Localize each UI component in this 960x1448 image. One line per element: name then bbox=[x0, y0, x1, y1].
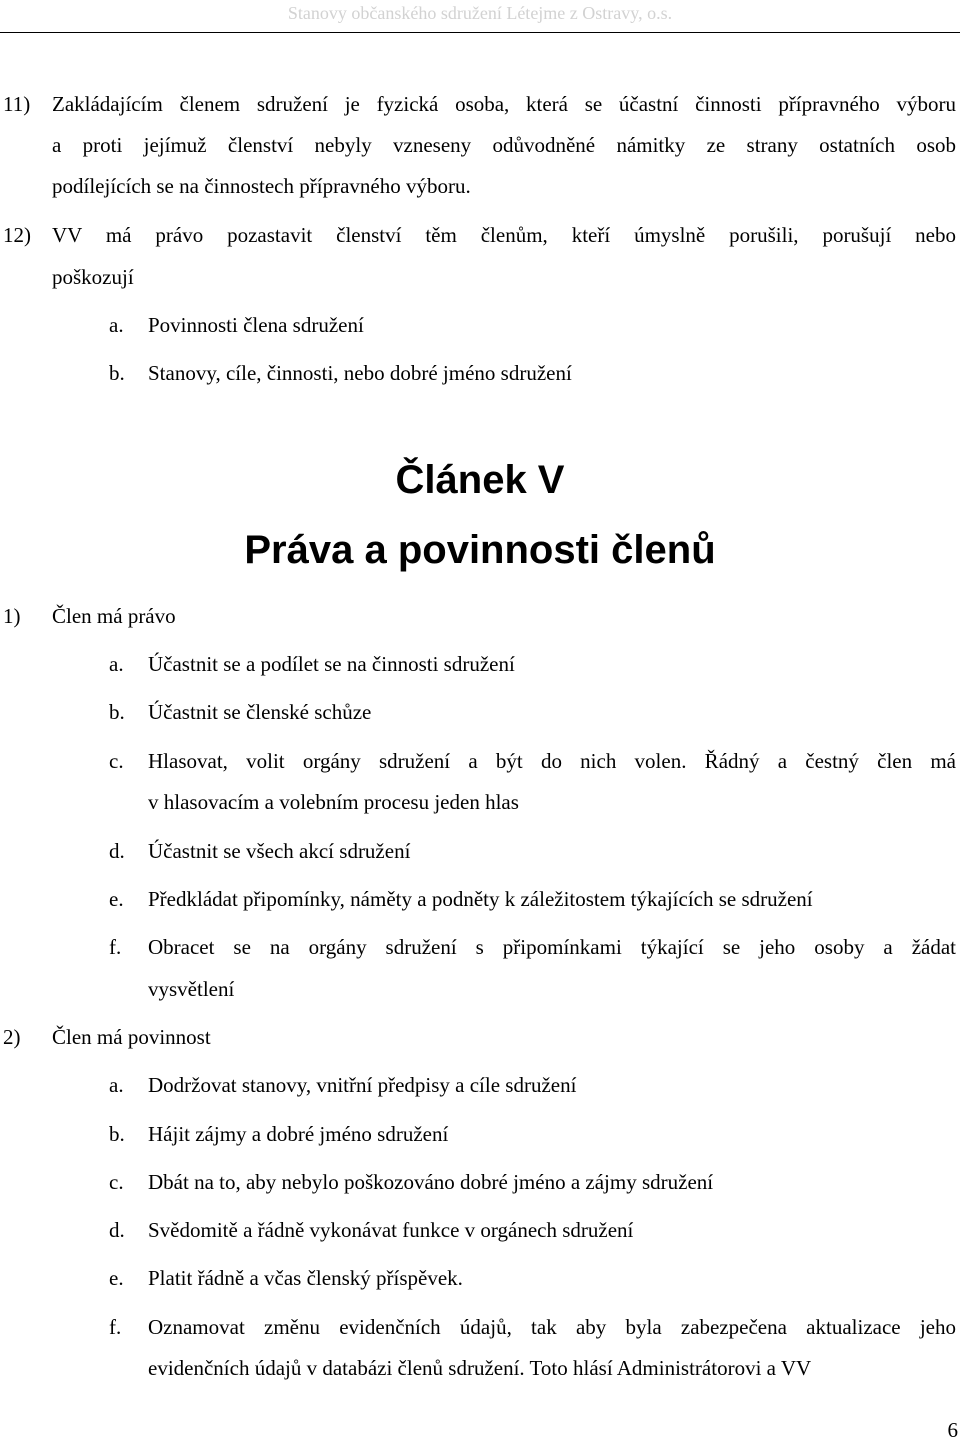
list-item-text: v hlasovacím a volebním procesu jeden hlas bbox=[148, 790, 519, 814]
list-item-text: Stanovy, cíle, činnosti, nebo dobré jméno sdružení bbox=[148, 361, 572, 385]
list-item-letter: a. bbox=[109, 652, 124, 676]
list-item-letter: c. bbox=[109, 749, 124, 773]
article-title: Článek V bbox=[395, 458, 565, 502]
list-item-letter: c. bbox=[109, 1170, 124, 1194]
paragraph-line: podílejících se na činnostech přípravného výboru. bbox=[52, 174, 471, 198]
list-item-letter: a. bbox=[109, 313, 124, 337]
list-item-text: Účastnit se členské schůze bbox=[148, 700, 372, 724]
list-item-text: Účastnit se všech akcí sdružení bbox=[148, 839, 411, 863]
list-item-letter: d. bbox=[109, 839, 125, 863]
paragraph-line: poškozují bbox=[52, 265, 134, 289]
list-item-letter: b. bbox=[109, 700, 125, 724]
list-item-text: Obracet se na orgány sdružení s připomínkami týkající se jeho osoby a žádat bbox=[148, 935, 956, 959]
section-label: Člen má povinnost bbox=[52, 1025, 211, 1049]
item-number: 12) bbox=[3, 223, 31, 247]
list-item-text: vysvětlení bbox=[148, 977, 235, 1001]
list-item-text: Dbát na to, aby nebylo poškozováno dobré jméno a zájmy sdružení bbox=[148, 1170, 714, 1194]
list-item-letter: b. bbox=[109, 361, 125, 385]
list-item-text: Předkládat připomínky, náměty a podněty k záležitostem týkajících se sdružení bbox=[148, 887, 813, 911]
list-item-text: Povinnosti člena sdružení bbox=[148, 313, 364, 337]
list-item-text: Hájit zájmy a dobré jméno sdružení bbox=[148, 1122, 449, 1146]
section-label: Člen má právo bbox=[52, 604, 176, 628]
paragraph-line: Zakládajícím členem sdružení je fyzická osoba, která se účastní činnosti přípravného výboru bbox=[52, 92, 956, 116]
list-item-text: Hlasovat, volit orgány sdružení a být do nich volen. Řádný a čestný člen má bbox=[148, 749, 956, 773]
list-item-letter: b. bbox=[109, 1122, 125, 1146]
list-item-letter: e. bbox=[109, 1266, 124, 1290]
paragraph-line: a proti jejímuž členství nebyly vzneseny odůvodněné námitky ze strany ostatních osob bbox=[52, 133, 956, 157]
list-item-text: Oznamovat změnu evidenčních údajů, tak aby byla zabezpečena aktualizace jeho bbox=[148, 1315, 956, 1339]
list-item-text: evidenčních údajů v databázi členů sdružení. Toto hlásí Administrátorovi a VV bbox=[148, 1356, 812, 1380]
list-item-letter: d. bbox=[109, 1218, 125, 1242]
paragraph-line: VV má právo pozastavit členství těm členům, kteří úmyslně porušili, porušují nebo bbox=[52, 223, 956, 247]
list-item-text: Účastnit se a podílet se na činnosti sdružení bbox=[148, 652, 515, 676]
list-item-letter: a. bbox=[109, 1073, 124, 1097]
item-number: 1) bbox=[3, 604, 21, 628]
list-item-letter: e. bbox=[109, 887, 124, 911]
list-item-letter: f. bbox=[109, 1315, 122, 1339]
item-number: 11) bbox=[3, 92, 31, 116]
running-header: Stanovy občanského sdružení Létejme z Ostravy, o.s. bbox=[287, 3, 673, 23]
list-item-text: Dodržovat stanovy, vnitřní předpisy a cíle sdružení bbox=[148, 1073, 577, 1097]
page-number: 6 bbox=[947, 1418, 958, 1442]
list-item-text: Svědomitě a řádně vykonávat funkce v orgánech sdružení bbox=[148, 1218, 634, 1242]
list-item-text: Platit řádně a včas členský příspěvek. bbox=[148, 1266, 463, 1290]
article-subtitle: Práva a povinnosti členů bbox=[244, 528, 716, 572]
header-rule bbox=[0, 32, 960, 33]
list-item-letter: f. bbox=[109, 935, 122, 959]
item-number: 2) bbox=[3, 1025, 21, 1049]
